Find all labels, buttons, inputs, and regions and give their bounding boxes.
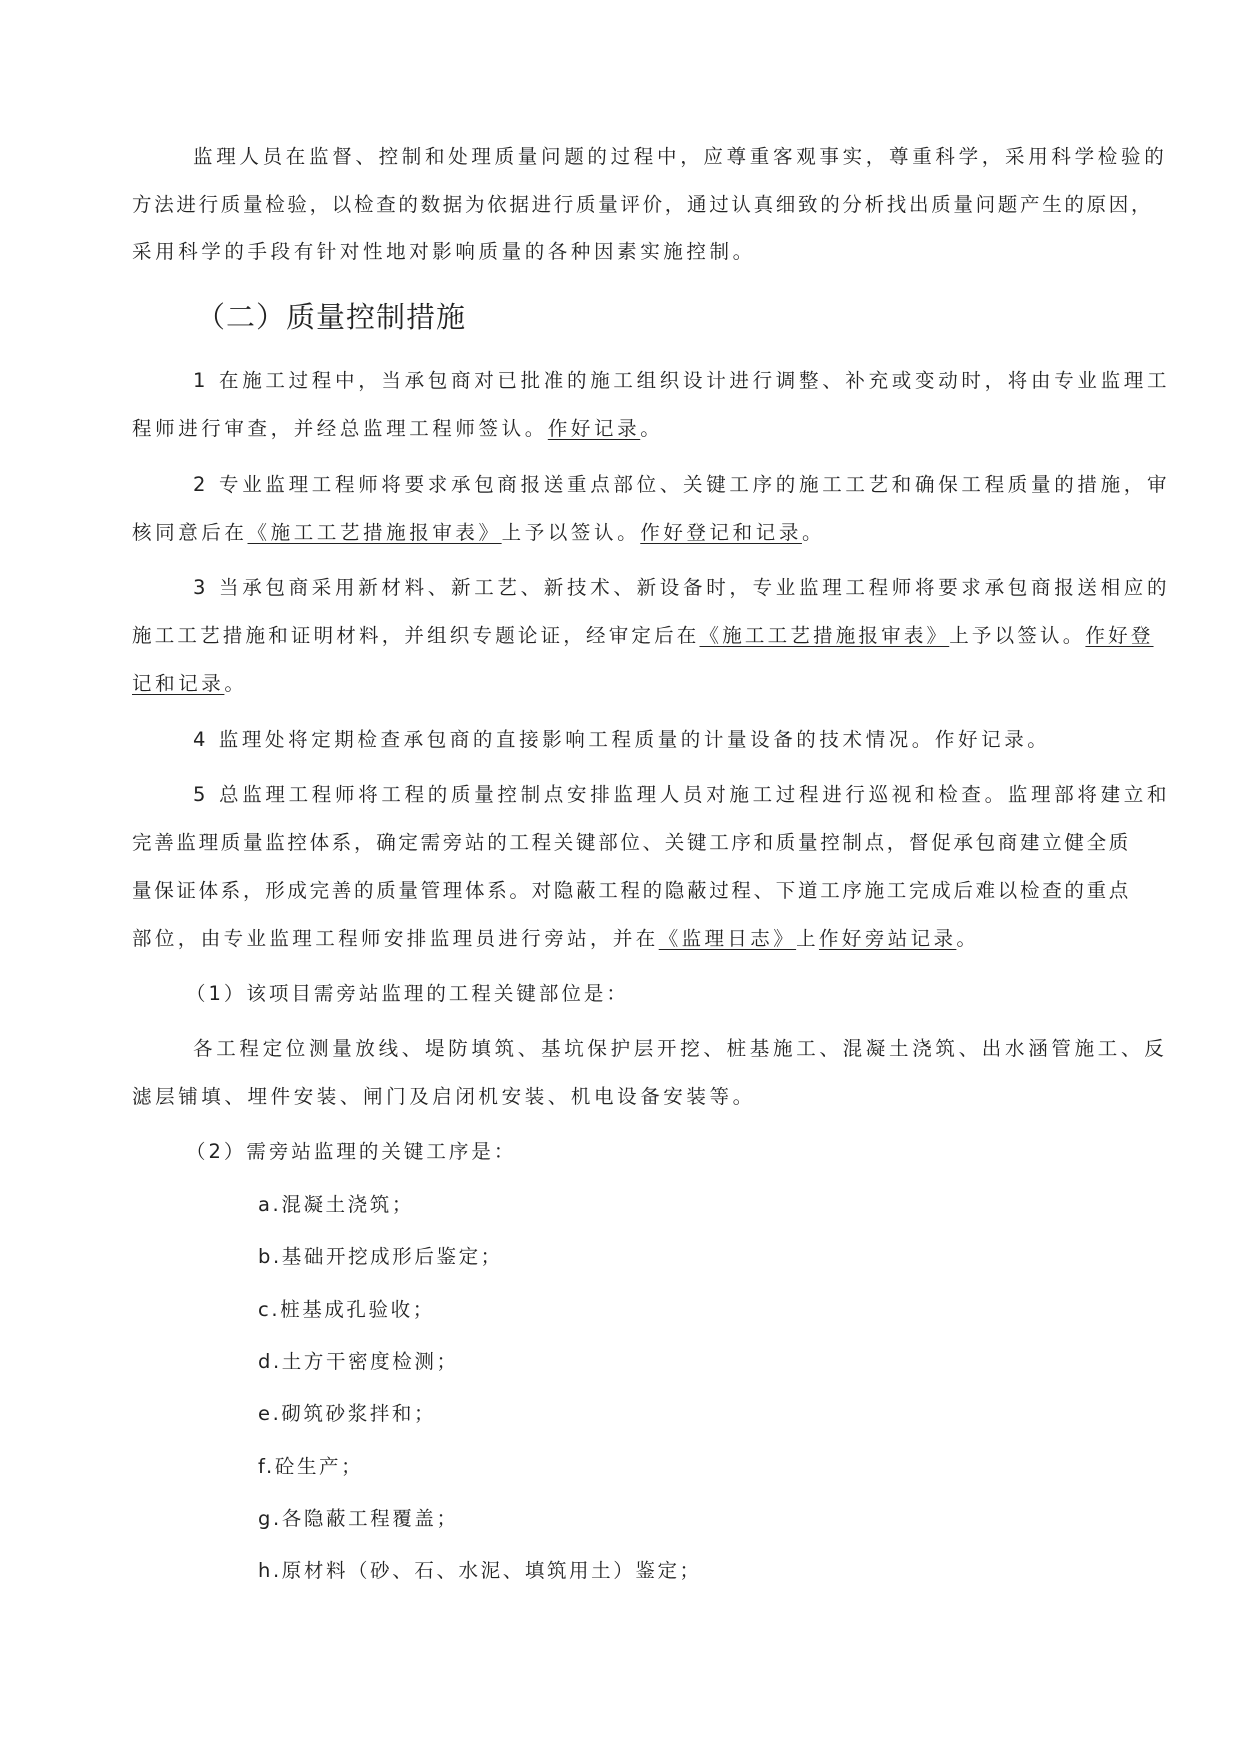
section-heading: （二）质量控制措施 [196,300,467,334]
item-3-line-1: 3 当承包商采用新材料、新工艺、新技术、新设备时，专业监理工程师将要求承包商报送相应的 [193,576,1171,599]
item-5-line-1: 5 总监理工程师将工程的质量控制点安排监理人员对施工过程进行巡视和检查。监理部将建立和 [193,783,1171,806]
item-3-line-3: 记和记录。 [132,672,248,695]
item-5-line-4: 部位，由专业监理工程师安排监理员进行旁站，并在《监理日志》上作好旁站记录。 [132,927,980,950]
subsection-1-title: （1）该项目需旁站监理的工程关键部位是： [186,982,629,1005]
form-name-underlined: 《施工工艺措施报审表》 [247,521,502,544]
item-4-line-1: 4 监理处将定期检查承包商的直接影响工程质量的计量设备的技术情况。作好记录。 [193,728,1051,751]
list-item: g.各隐蔽工程覆盖； [258,1507,459,1530]
subsection-1-line-2: 滤层铺填、埋件安装、闸门及启闭机安装、机电设备安装等。 [132,1085,756,1108]
intro-paragraph-line-1: 监理人员在监督、控制和处理质量问题的过程中，应尊重客观事实，尊重科学，采用科学检验的 [193,145,1168,168]
journal-name-underlined: 《监理日志》 [658,927,797,950]
item-2-line-2: 核同意后在《施工工艺措施报审表》上予以签认。作好登记和记录。 [132,521,826,544]
subsection-1-line-1: 各工程定位测量放线、堤防填筑、基坑保护层开挖、桩基施工、混凝土浇筑、出水涵管施工、反 [193,1037,1168,1060]
underlined-text: 作好旁站记录 [819,927,957,950]
list-item: a.混凝土浇筑； [258,1193,414,1216]
list-item: e.砌筑砂浆拌和； [258,1402,437,1425]
item-5-line-3: 量保证体系，形成完善的质量管理体系。对隐蔽工程的隐蔽过程、下道工序施工完成后难以检查的重点 [132,879,1132,902]
item-3-line-2: 施工工艺措施和证明材料，并组织专题论证，经审定后在《施工工艺措施报审表》上予以签认。作好登 [132,624,1154,647]
item-2-line-1: 2 专业监理工程师将要求承包商报送重点部位、关键工序的施工工艺和确保工程质量的措施，审 [193,473,1171,496]
list-item: f.砼生产； [258,1455,364,1478]
intro-paragraph-line-2: 方法进行质量检验，以检查的数据为依据进行质量评价，通过认真细致的分析找出质量问题产生的原因， [132,193,1154,216]
list-item: c.桩基成孔验收； [258,1298,435,1321]
list-item: h.原材料（砂、石、水泥、填筑用土）鉴定； [258,1559,702,1582]
form-name-underlined: 《施工工艺措施报审表》 [699,624,950,647]
underlined-text: 记和记录 [132,672,225,695]
list-item: d.土方干密度检测； [258,1350,459,1373]
item-5-line-2: 完善监理质量监控体系，确定需旁站的工程关键部位、关键工序和质量控制点，督促承包商建立健全质 [132,831,1132,854]
list-item: b.基础开挖成形后鉴定； [258,1245,503,1268]
underlined-text: 作好登记和记录 [640,521,802,544]
underlined-text: 作好登 [1085,624,1154,647]
item-1-line-1: 1 在施工过程中，当承包商对已批准的施工组织设计进行调整、补充或变动时，将由专业监理工 [193,369,1171,392]
intro-paragraph-line-3: 采用科学的手段有针对性地对影响质量的各种因素实施控制。 [132,240,756,263]
subsection-2-title: （2）需旁站监理的关键工序是： [186,1140,517,1163]
underlined-text: 作好记录 [547,417,641,440]
item-1-line-2: 程师进行审查，并经总监理工程师签认。作好记录。 [132,417,664,440]
